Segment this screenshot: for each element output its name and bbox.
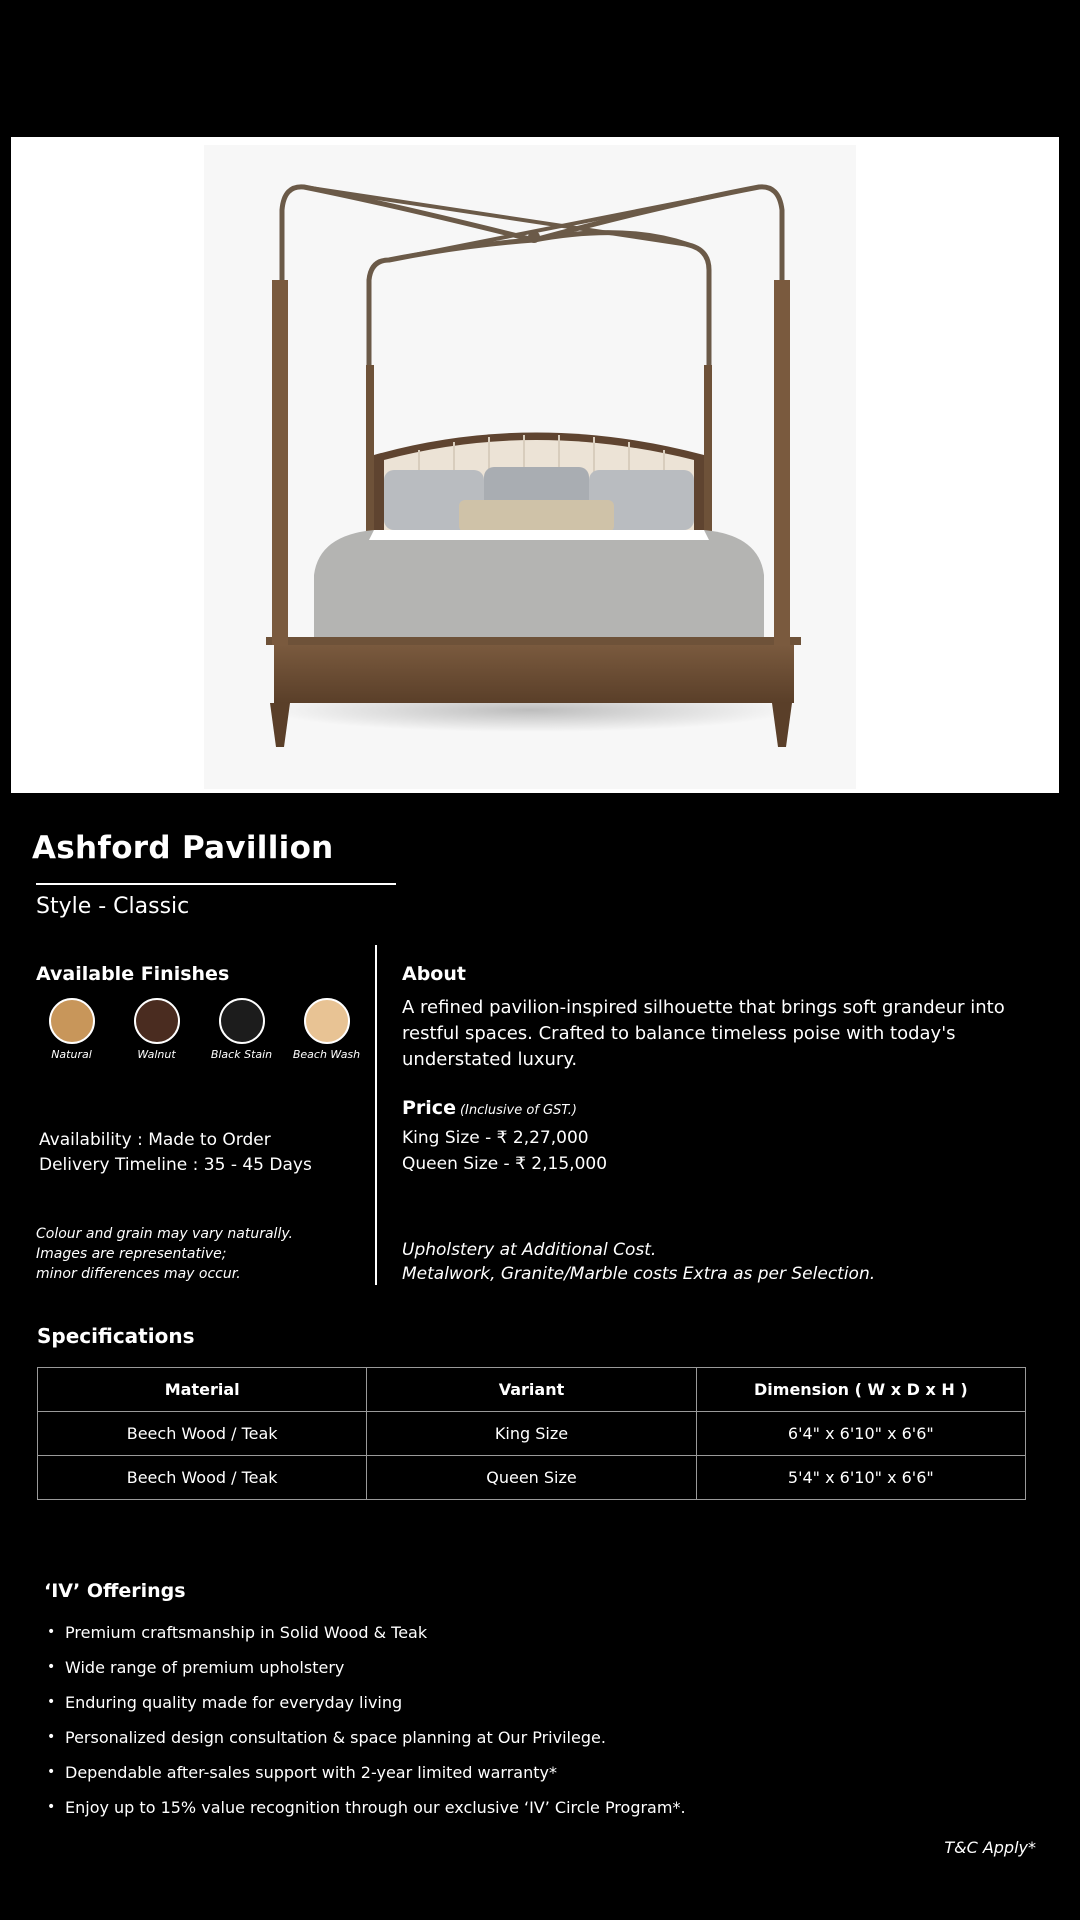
swatch-label: Natural	[51, 1048, 92, 1061]
finishes-heading: Available Finishes	[36, 963, 230, 985]
price-queen: Queen Size - ₹ 2,15,000	[402, 1154, 608, 1174]
swatch-circle	[134, 998, 180, 1044]
swatch-label: Walnut	[137, 1048, 176, 1061]
upholstery-note: Upholstery at Additional Cost.	[402, 1240, 657, 1260]
table-cell: Queen Size	[367, 1456, 696, 1500]
list-item: • Enduring quality made for everyday living	[44, 1685, 1024, 1720]
table-header-row	[38, 1368, 1026, 1412]
metalwork-note: Metalwork, Granite/Marble costs Extra as per Selection.	[402, 1264, 876, 1284]
price-king: King Size - ₹ 2,27,000	[402, 1128, 589, 1148]
list-item: • Dependable after-sales support with 2-year limited warranty*	[44, 1755, 1024, 1790]
price-gst-note: (Inclusive of GST.)	[459, 1103, 577, 1118]
finish-swatch-natural[interactable]	[24, 998, 119, 1061]
table-cell: 5'4" x 6'10" x 6'6"	[696, 1456, 1025, 1500]
specifications-table	[37, 1367, 1026, 1500]
column-header-material: Material	[38, 1368, 367, 1412]
product-title: Ashford Pavillion	[32, 830, 334, 866]
product-image	[204, 145, 856, 789]
disclaimer-line: Colour and grain may vary naturally.	[36, 1226, 293, 1242]
table-cell: Beech Wood / Teak	[38, 1412, 367, 1456]
canopy-frame	[282, 187, 782, 395]
terms-and-conditions-note: T&C Apply*	[944, 1838, 1036, 1857]
column-divider	[375, 945, 377, 1285]
column-header-variant: Variant	[367, 1368, 696, 1412]
product-style: Style - Classic	[36, 894, 190, 919]
about-text: A refined pavilion-inspired silhouette that brings soft grandeur into restful spaces. Crafted to balance timeless poise with today's understated luxury.	[402, 997, 1005, 1070]
accent-cushion	[459, 500, 614, 532]
table-row	[38, 1412, 1026, 1456]
table-cell: 6'4" x 6'10" x 6'6"	[696, 1412, 1025, 1456]
finish-swatch-walnut[interactable]	[109, 998, 204, 1061]
table-cell: Beech Wood / Teak	[38, 1456, 367, 1500]
list-item: • Personalized design consultation & space planning at Our Privilege.	[44, 1720, 1024, 1755]
delivery-timeline-text: Delivery Timeline : 35 - 45 Days	[39, 1155, 312, 1175]
finish-swatch-beach-wash[interactable]	[279, 998, 374, 1061]
availability-block	[39, 1128, 312, 1178]
specifications-heading: Specifications	[37, 1324, 195, 1348]
bed-base	[274, 645, 794, 703]
swatch-label: Black Stain	[210, 1048, 273, 1061]
list-item: • Enjoy up to 15% value recognition through our exclusive ‘IV’ Circle Program*.	[44, 1790, 1024, 1825]
additional-cost-note	[402, 1238, 875, 1286]
front-post	[272, 280, 288, 645]
price-label: Price	[402, 1097, 456, 1119]
column-header-dimension: Dimension ( W x D x H )	[696, 1368, 1025, 1412]
swatch-label: Beach Wash	[292, 1048, 361, 1061]
duvet	[314, 530, 764, 637]
offerings-heading: ‘IV’ Offerings	[44, 1580, 186, 1602]
title-underline	[36, 883, 396, 885]
disclaimer-line: Images are representative;	[36, 1246, 227, 1262]
about-heading: About	[402, 963, 466, 985]
swatch-circle	[304, 998, 350, 1044]
swatch-circle	[49, 998, 95, 1044]
swatch-circle	[219, 998, 265, 1044]
product-image-frame	[11, 137, 1059, 793]
disclaimer-line: minor differences may occur.	[36, 1266, 241, 1282]
finish-swatches	[36, 998, 366, 1064]
front-post	[774, 280, 790, 645]
availability-text: Availability : Made to Order	[39, 1130, 271, 1150]
offerings-list	[44, 1615, 1024, 1825]
price-heading	[402, 1097, 577, 1119]
table-row	[38, 1456, 1026, 1500]
list-item: • Premium craftsmanship in Solid Wood & Teak	[44, 1615, 1024, 1650]
table-cell: King Size	[367, 1412, 696, 1456]
finish-swatch-black-stain[interactable]	[194, 998, 289, 1061]
disclaimer-note	[36, 1224, 293, 1284]
list-item: • Wide range of premium upholstery	[44, 1650, 1024, 1685]
canopy-bed-illustration	[204, 145, 856, 789]
